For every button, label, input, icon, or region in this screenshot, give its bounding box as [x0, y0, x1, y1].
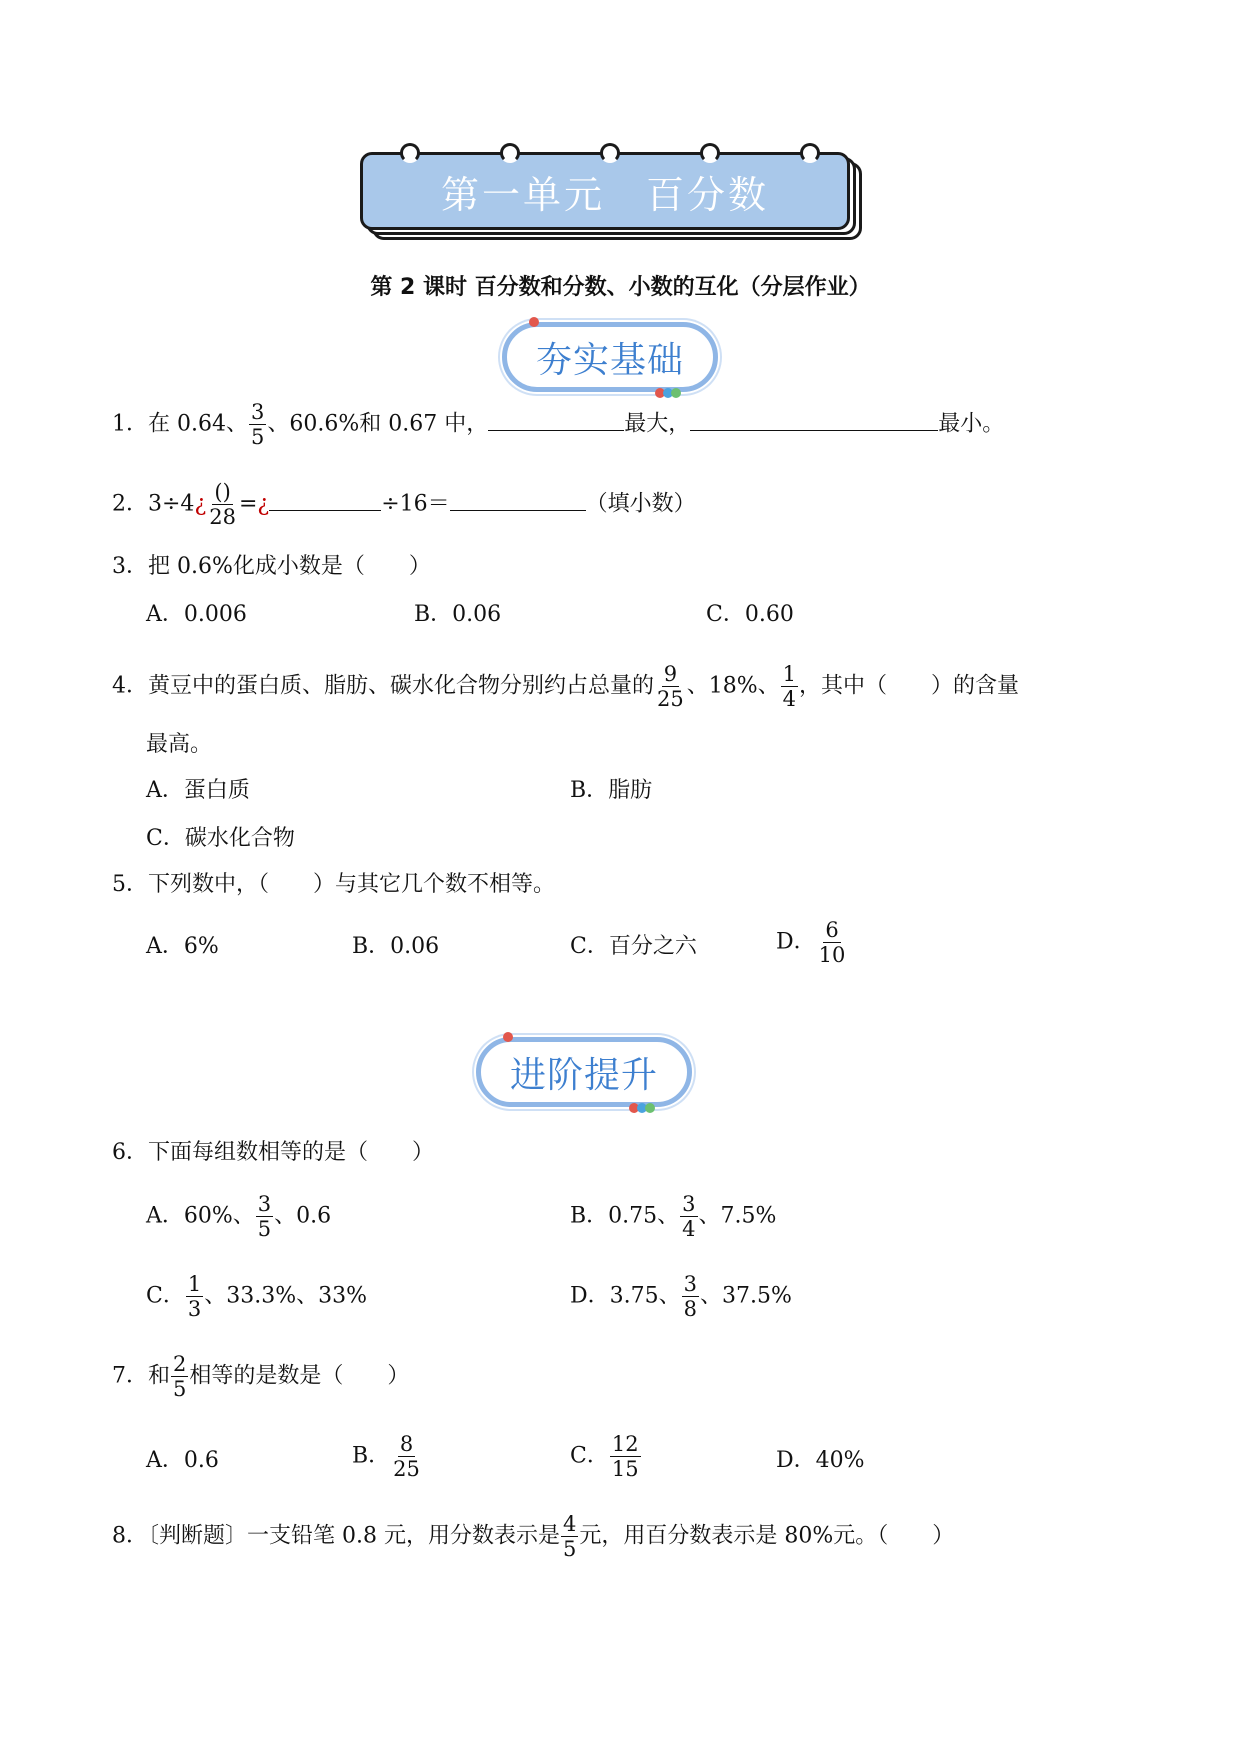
denominator: 3 — [187, 1297, 202, 1321]
mark-glyph: ¿ — [194, 491, 207, 517]
fraction — [655, 662, 686, 711]
question-text: 下面每组数相等的是（ ） — [148, 1140, 435, 1165]
numerator: 3 — [683, 1272, 697, 1296]
fraction — [680, 1192, 697, 1241]
question-5 — [112, 870, 555, 900]
question-4 — [112, 662, 1019, 711]
mark-glyph: ¿ — [257, 491, 270, 517]
numerator[interactable]: () — [214, 480, 231, 504]
option-d[interactable]: D．40% — [776, 1448, 865, 1473]
denominator: 25 — [657, 687, 684, 711]
option-c[interactable]: C．碳水化合物 — [146, 826, 295, 851]
option-c[interactable]: C．百分之六 — [570, 934, 697, 959]
option-a[interactable] — [146, 1192, 331, 1241]
option-text: 、0.6 — [274, 1203, 332, 1229]
question-1 — [112, 400, 1004, 449]
question-number: 4． — [112, 673, 148, 699]
numerator: 4 — [562, 1512, 577, 1536]
binder-ring-icon — [400, 143, 420, 163]
question-number: 5． — [112, 872, 148, 897]
option-b[interactable]: B．0.06 — [352, 934, 440, 959]
option-d[interactable] — [776, 918, 848, 967]
option-a[interactable]: A．0.6 — [146, 1448, 219, 1473]
fraction — [561, 1512, 578, 1561]
option-text: 、7.5% — [698, 1203, 777, 1229]
denominator: 15 — [611, 1457, 639, 1481]
answer-blank[interactable] — [488, 408, 624, 431]
denominator: 4 — [782, 687, 797, 711]
binder-ring-icon — [800, 143, 820, 163]
option-a[interactable]: A．6% — [146, 934, 219, 959]
numerator: 1 — [782, 662, 797, 686]
question-text: 相等的是数是（ ） — [189, 1363, 410, 1389]
question-2 — [112, 480, 696, 529]
option-label: D． — [776, 929, 816, 955]
option-a[interactable]: A．0.006 — [146, 602, 247, 627]
numerator: 12 — [611, 1432, 639, 1456]
dots-decoration-icon — [655, 383, 683, 393]
lesson-title: 第 2 课时 百分数和分数、小数的互化（分层作业） — [370, 275, 871, 300]
question-text: 黄豆中的蛋白质、脂肪、碳水化合物分别约占总量的 — [148, 673, 655, 699]
question-text: 最高。 — [146, 732, 213, 757]
option-c[interactable] — [570, 1432, 642, 1481]
binder-ring-icon — [700, 143, 720, 163]
question-number: 3． — [112, 554, 148, 579]
numerator: 3 — [257, 1192, 272, 1216]
answer-blank[interactable] — [450, 488, 586, 511]
option-label: C． — [570, 1443, 609, 1469]
fraction — [207, 480, 238, 529]
question-number: 8． — [112, 1523, 148, 1549]
fraction — [249, 400, 266, 449]
pin-icon — [503, 1032, 513, 1042]
section-title-advanced: 进阶提升 — [509, 1054, 658, 1096]
question-number: 1． — [112, 411, 148, 437]
question-text: 把 0.6%化成小数是（ ） — [148, 554, 431, 579]
numerator: 1 — [187, 1272, 202, 1296]
question-text: 下列数中，（ ）与其它几个数不相等。 — [148, 872, 556, 897]
answer-blank[interactable] — [269, 488, 381, 511]
question-text: 元，用百分数表示是 80%元。（ ） — [579, 1523, 955, 1549]
option-b[interactable]: B．脂肪 — [570, 778, 653, 803]
question-6 — [112, 1138, 434, 1168]
question-7 — [112, 1352, 409, 1401]
answer-blank[interactable] — [690, 408, 938, 431]
option-c[interactable] — [146, 1272, 367, 1321]
section-title-basic: 夯实基础 — [535, 339, 684, 381]
denominator: 28 — [209, 505, 236, 529]
question-text: 最大， — [624, 411, 691, 437]
fraction — [391, 1432, 422, 1481]
question-text: 在 0.64、 — [148, 411, 248, 437]
denominator: 25 — [393, 1457, 420, 1481]
denominator: 4 — [682, 1217, 696, 1241]
numerator: 2 — [173, 1352, 187, 1376]
question-text: 和 — [148, 1363, 171, 1389]
question-number: 7． — [112, 1363, 148, 1389]
option-label: B． — [352, 1443, 391, 1469]
denominator: 5 — [173, 1377, 187, 1401]
numerator: 9 — [663, 662, 678, 686]
fraction — [817, 918, 848, 967]
numerator: 6 — [825, 918, 839, 942]
fraction — [682, 1272, 699, 1321]
pin-icon — [529, 317, 539, 327]
fraction — [256, 1192, 273, 1241]
option-text: B．0.75、 — [570, 1203, 680, 1229]
option-text: 、33.3%、33% — [204, 1283, 368, 1309]
option-d[interactable] — [570, 1272, 792, 1321]
question-text: = — [238, 491, 258, 517]
numerator: 3 — [682, 1192, 696, 1216]
denominator: 10 — [818, 943, 846, 967]
section-badge-basic — [502, 322, 718, 392]
question-number: 2． — [112, 491, 148, 517]
question-text: ÷16＝ — [381, 491, 450, 517]
question-text: 、60.6%和 0.67 中， — [267, 411, 489, 437]
question-text: 〔判断题〕一支铅笔 0.8 元，用分数表示是 — [148, 1523, 560, 1549]
option-b[interactable]: B．0.06 — [414, 602, 502, 627]
question-3 — [112, 552, 431, 582]
option-c[interactable]: C．0.60 — [706, 602, 794, 627]
question-text: ，其中（ ）的含量 — [799, 673, 1020, 699]
option-text: 、37.5% — [700, 1283, 792, 1309]
option-text: A．60%、 — [146, 1203, 255, 1229]
question-text: 3÷4 — [148, 491, 195, 517]
question-text: （填小数） — [585, 491, 696, 517]
fraction — [610, 1432, 641, 1481]
question-text: 、18%、 — [686, 673, 780, 699]
option-b[interactable] — [352, 1432, 423, 1481]
fraction — [781, 662, 798, 711]
dots-decoration-icon — [629, 1098, 657, 1108]
binder-ring-icon — [600, 143, 620, 163]
question-8 — [112, 1512, 954, 1561]
option-text: C． — [146, 1283, 185, 1309]
fraction — [171, 1352, 188, 1401]
question-number: 6． — [112, 1140, 148, 1165]
numerator: 8 — [399, 1432, 414, 1456]
denominator: 5 — [562, 1537, 577, 1561]
numerator: 3 — [250, 400, 265, 424]
denominator: 5 — [257, 1217, 272, 1241]
unit-banner — [360, 152, 860, 236]
binder-ring-icon — [500, 143, 520, 163]
denominator: 8 — [683, 1297, 697, 1321]
question-text: 最小。 — [938, 411, 1005, 437]
unit-title: 第一单元 百分数 — [440, 172, 769, 217]
denominator: 5 — [250, 425, 265, 449]
option-b[interactable] — [570, 1192, 776, 1241]
option-a[interactable]: A．蛋白质 — [146, 778, 250, 803]
option-text: D．3.75、 — [570, 1283, 681, 1309]
fraction — [186, 1272, 203, 1321]
section-badge-advanced — [476, 1037, 692, 1107]
